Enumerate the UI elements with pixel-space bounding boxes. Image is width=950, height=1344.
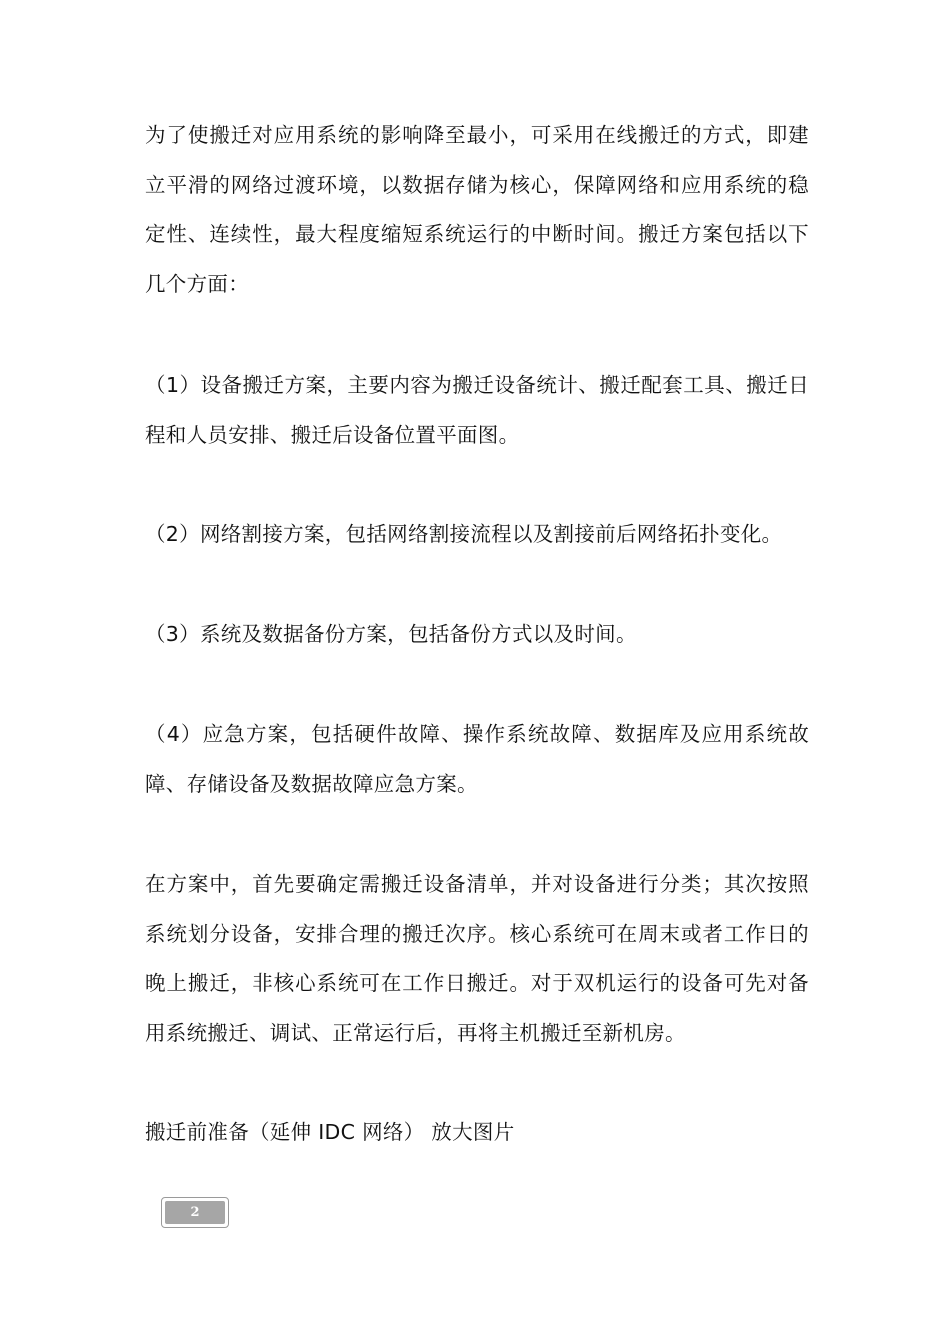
image-caption-link[interactable]: 搬迁前准备（延伸 IDC 网络） 放大图片 [145,1120,515,1144]
page-number-badge [161,1197,229,1228]
list-item-backup-plan: （3）系统及数据备份方案，包括备份方式以及时间。 [145,622,637,646]
page-number: 2 [165,1201,225,1224]
intro-paragraph: 为了使搬迁对应用系统的影响降至最小，可采用在线搬迁的方式，即建立平滑的网络过渡环境，以数据存储为核心，保障网络和应用系统的稳定性、连续性，最大程度缩短系统运行的中断时间。搬迁方案包括以下几个方面： [145,123,809,296]
list-item-emergency-plan: （4）应急方案，包括硬件故障、操作系统故障、数据库及应用系统故障、存储设备及数据故障应急方案。 [145,722,809,796]
list-item-equipment-plan: （1）设备搬迁方案，主要内容为搬迁设备统计、搬迁配套工具、搬迁日程和人员安排、搬迁后设备位置平面图。 [145,373,809,447]
list-item-network-cutover-plan: （2）网络割接方案，包括网络割接流程以及割接前后网络拓扑变化。 [145,522,783,546]
plan-summary-paragraph: 在方案中，首先要确定需搬迁设备清单，并对设备进行分类；其次按照系统划分设备，安排合理的搬迁次序。核心系统可在周末或者工作日的晚上搬迁，非核心系统可在工作日搬迁。对于双机运行的设备可先对备用系统搬迁、调试、正常运行后，再将主机搬迁至新机房。 [145,872,809,1045]
